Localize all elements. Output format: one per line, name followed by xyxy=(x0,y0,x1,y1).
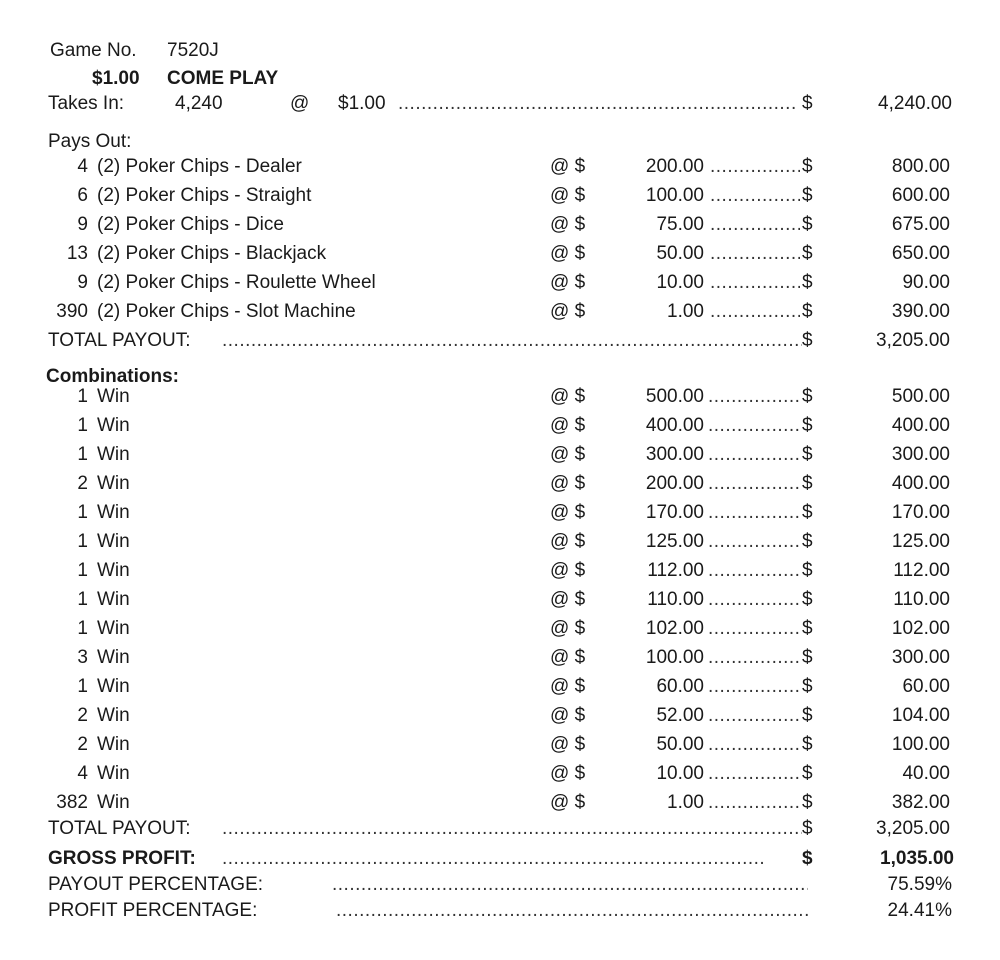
row-at: @ $ xyxy=(550,734,586,755)
game-no-label: Game No. xyxy=(50,40,137,61)
leader-dots xyxy=(708,618,800,640)
row-price: 1.00 xyxy=(667,792,704,813)
row-at: @ $ xyxy=(550,214,586,235)
gross-profit-value: 1,035.00 xyxy=(880,848,954,869)
row-qty: 390 xyxy=(56,301,88,322)
combinations-total: 3,205.00 xyxy=(876,818,950,839)
row-description: Win xyxy=(97,792,130,813)
leader-dots xyxy=(708,589,800,611)
row-description: (2) Poker Chips - Dealer xyxy=(97,156,302,177)
row-qty: 1 xyxy=(77,560,88,581)
row-dollar: $ xyxy=(802,156,813,177)
game-price: $1.00 xyxy=(92,68,140,89)
payout-percentage-label: PAYOUT PERCENTAGE: xyxy=(48,874,264,895)
row-qty: 2 xyxy=(77,705,88,726)
row-price: 102.00 xyxy=(645,618,704,639)
row-price: 400.00 xyxy=(645,415,704,436)
row-dollar: $ xyxy=(802,214,813,235)
leader-dots xyxy=(710,301,800,323)
leader-dots xyxy=(222,848,767,870)
row-qty: 9 xyxy=(77,272,88,293)
profit-percentage-label: PROFIT PERCENTAGE: xyxy=(48,900,258,921)
row-at: @ $ xyxy=(550,301,586,322)
leader-dots xyxy=(336,900,808,922)
row-at: @ $ xyxy=(550,531,586,552)
combinations-total-label: TOTAL PAYOUT: xyxy=(48,818,191,839)
row-at: @ $ xyxy=(550,473,586,494)
row-description: Win xyxy=(97,473,130,494)
row-qty: 3 xyxy=(77,647,88,668)
row-dollar: $ xyxy=(802,415,813,436)
row-price: 200.00 xyxy=(645,473,704,494)
row-description: Win xyxy=(97,763,130,784)
row-price: 500.00 xyxy=(645,386,704,407)
row-qty: 1 xyxy=(77,676,88,697)
row-total: 170.00 xyxy=(891,502,950,523)
row-dollar: $ xyxy=(802,243,813,264)
row-dollar: $ xyxy=(802,502,813,523)
row-description: Win xyxy=(97,386,130,407)
leader-dots xyxy=(708,647,800,669)
row-description: Win xyxy=(97,560,130,581)
row-description: Win xyxy=(97,705,130,726)
row-qty: 1 xyxy=(77,415,88,436)
row-total: 400.00 xyxy=(891,415,950,436)
row-description: (2) Poker Chips - Dice xyxy=(97,214,284,235)
gross-profit-dollar: $ xyxy=(802,848,813,869)
row-dollar: $ xyxy=(802,185,813,206)
row-dollar: $ xyxy=(802,473,813,494)
game-name: COME PLAY xyxy=(167,68,279,89)
row-at: @ $ xyxy=(550,589,586,610)
row-dollar: $ xyxy=(802,676,813,697)
row-price: 10.00 xyxy=(656,763,704,784)
row-description: (2) Poker Chips - Straight xyxy=(97,185,312,206)
row-total: 100.00 xyxy=(891,734,950,755)
row-qty: 1 xyxy=(77,502,88,523)
row-price: 60.00 xyxy=(656,676,704,697)
row-dollar: $ xyxy=(802,560,813,581)
row-total: 300.00 xyxy=(891,647,950,668)
row-dollar: $ xyxy=(802,792,813,813)
leader-dots xyxy=(708,473,800,495)
row-total: 400.00 xyxy=(891,473,950,494)
row-total: 104.00 xyxy=(891,705,950,726)
row-price: 125.00 xyxy=(645,531,704,552)
row-description: (2) Poker Chips - Slot Machine xyxy=(97,301,356,322)
row-qty: 13 xyxy=(66,243,88,264)
row-qty: 1 xyxy=(77,618,88,639)
takes-in-price: $1.00 xyxy=(338,93,386,114)
row-total: 60.00 xyxy=(902,676,950,697)
row-total: 90.00 xyxy=(902,272,950,293)
row-dollar: $ xyxy=(802,301,813,322)
row-total: 102.00 xyxy=(891,618,950,639)
row-total: 125.00 xyxy=(891,531,950,552)
leader-dots xyxy=(708,734,800,756)
row-dollar: $ xyxy=(802,763,813,784)
row-description: Win xyxy=(97,618,130,639)
takes-in-at: @ xyxy=(290,93,310,114)
row-total: 600.00 xyxy=(891,185,950,206)
row-at: @ $ xyxy=(550,272,586,293)
leader-dots xyxy=(708,792,800,814)
takes-in-dollar: $ xyxy=(802,93,813,114)
row-price: 10.00 xyxy=(656,272,704,293)
row-dollar: $ xyxy=(802,386,813,407)
row-qty: 1 xyxy=(77,444,88,465)
row-description: (2) Poker Chips - Blackjack xyxy=(97,243,327,264)
row-dollar: $ xyxy=(802,444,813,465)
row-at: @ $ xyxy=(550,185,586,206)
row-dollar: $ xyxy=(802,272,813,293)
row-total: 112.00 xyxy=(893,560,950,581)
row-at: @ $ xyxy=(550,502,586,523)
row-qty: 1 xyxy=(77,589,88,610)
row-dollar: $ xyxy=(802,705,813,726)
payout-percentage-value: 75.59% xyxy=(887,874,952,895)
row-at: @ $ xyxy=(550,705,586,726)
leader-dots xyxy=(708,386,800,408)
row-at: @ $ xyxy=(550,156,586,177)
leader-dots xyxy=(708,444,800,466)
row-qty: 6 xyxy=(77,185,88,206)
row-description: Win xyxy=(97,415,130,436)
row-price: 52.00 xyxy=(656,705,704,726)
takes-in-label: Takes In: xyxy=(48,93,125,114)
row-total: 390.00 xyxy=(891,301,950,322)
row-at: @ $ xyxy=(550,763,586,784)
row-price: 1.00 xyxy=(667,301,704,322)
leader-dots xyxy=(708,531,800,553)
row-total: 382.00 xyxy=(891,792,950,813)
row-dollar: $ xyxy=(802,531,813,552)
pays-out-total-label: TOTAL PAYOUT: xyxy=(48,330,191,351)
row-total: 675.00 xyxy=(891,214,950,235)
row-price: 100.00 xyxy=(645,647,704,668)
pays-out-total: 3,205.00 xyxy=(876,330,950,351)
row-description: Win xyxy=(97,589,130,610)
profit-percentage-value: 24.41% xyxy=(887,900,952,921)
leader-dots xyxy=(222,330,802,352)
row-total: 300.00 xyxy=(891,444,950,465)
row-price: 300.00 xyxy=(645,444,704,465)
row-description: Win xyxy=(97,734,130,755)
game-no-value: 7520J xyxy=(167,40,219,61)
row-total: 40.00 xyxy=(902,763,950,784)
row-description: Win xyxy=(97,502,130,523)
row-total: 500.00 xyxy=(891,386,950,407)
leader-dots xyxy=(710,243,800,265)
pays-out-total-dollar: $ xyxy=(802,330,813,351)
row-qty: 4 xyxy=(77,763,88,784)
row-qty: 1 xyxy=(77,386,88,407)
row-price: 50.00 xyxy=(656,734,704,755)
leader-dots xyxy=(708,502,800,524)
row-price: 110.00 xyxy=(647,589,704,610)
row-price: 112.00 xyxy=(647,560,704,581)
row-description: Win xyxy=(97,444,130,465)
leader-dots xyxy=(398,93,798,115)
leader-dots xyxy=(710,156,800,178)
takes-in-qty: 4,240 xyxy=(175,93,223,114)
row-at: @ $ xyxy=(550,243,586,264)
row-description: (2) Poker Chips - Roulette Wheel xyxy=(97,272,376,293)
row-total: 110.00 xyxy=(893,589,950,610)
row-qty: 1 xyxy=(77,531,88,552)
row-dollar: $ xyxy=(802,618,813,639)
row-qty: 2 xyxy=(77,734,88,755)
row-price: 200.00 xyxy=(645,156,704,177)
row-dollar: $ xyxy=(802,734,813,755)
leader-dots xyxy=(708,676,800,698)
row-dollar: $ xyxy=(802,589,813,610)
leader-dots xyxy=(708,705,800,727)
leader-dots xyxy=(710,272,800,294)
gross-profit-label: GROSS PROFIT: xyxy=(48,848,196,869)
row-total: 650.00 xyxy=(891,243,950,264)
row-at: @ $ xyxy=(550,647,586,668)
leader-dots xyxy=(332,874,808,896)
row-at: @ $ xyxy=(550,618,586,639)
row-at: @ $ xyxy=(550,676,586,697)
row-description: Win xyxy=(97,647,130,668)
leader-dots xyxy=(222,818,802,840)
row-dollar: $ xyxy=(802,647,813,668)
row-total: 800.00 xyxy=(891,156,950,177)
row-price: 50.00 xyxy=(656,243,704,264)
row-qty: 2 xyxy=(77,473,88,494)
row-price: 75.00 xyxy=(656,214,704,235)
row-at: @ $ xyxy=(550,444,586,465)
leader-dots xyxy=(710,214,800,236)
leader-dots xyxy=(708,415,800,437)
row-at: @ $ xyxy=(550,792,586,813)
leader-dots xyxy=(708,560,800,582)
row-at: @ $ xyxy=(550,560,586,581)
pays-out-label: Pays Out: xyxy=(48,131,132,152)
row-qty: 382 xyxy=(56,792,88,813)
row-price: 170.00 xyxy=(645,502,704,523)
row-at: @ $ xyxy=(550,386,586,407)
row-qty: 4 xyxy=(77,156,88,177)
row-description: Win xyxy=(97,531,130,552)
row-description: Win xyxy=(97,676,130,697)
takes-in-total: 4,240.00 xyxy=(878,93,952,114)
combinations-label: Combinations: xyxy=(46,366,179,387)
leader-dots xyxy=(710,185,800,207)
row-price: 100.00 xyxy=(645,185,704,206)
row-qty: 9 xyxy=(77,214,88,235)
combinations-total-dollar: $ xyxy=(802,818,813,839)
row-at: @ $ xyxy=(550,415,586,436)
leader-dots xyxy=(708,763,800,785)
